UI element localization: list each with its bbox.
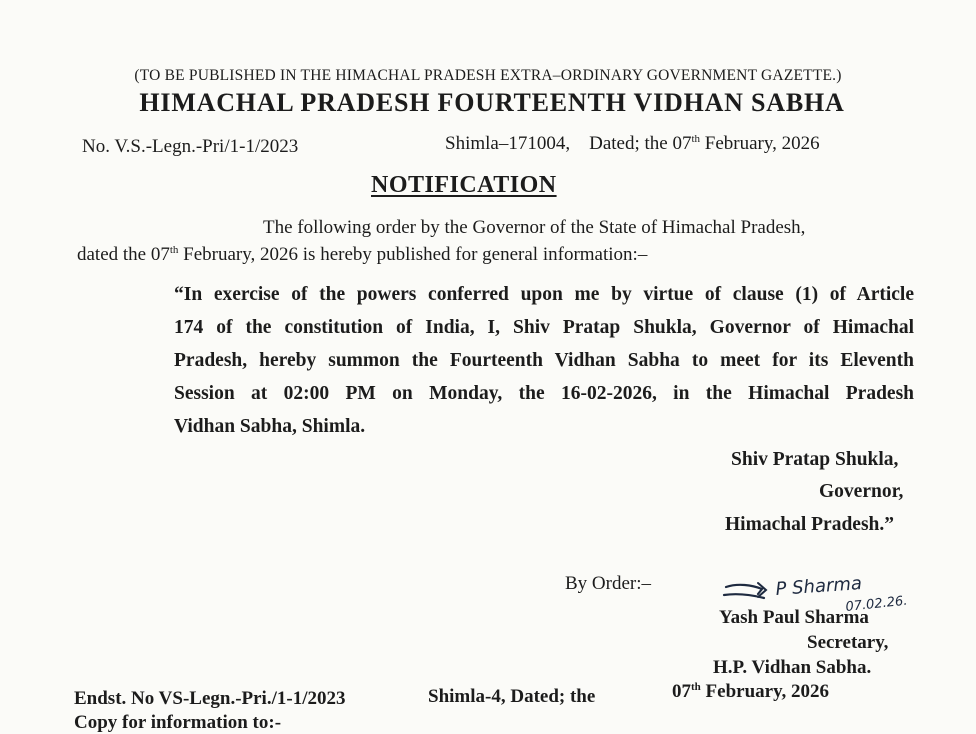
assembly-title: HIMACHAL PRADESH FOURTEENTH VIDHAN SABHA xyxy=(139,88,845,117)
order-line: 174 of the constitution of India, I, Shiv Pratap Shukla, Governor of Himachal xyxy=(174,317,914,338)
by-order-label: By Order:– xyxy=(565,573,652,594)
endorsement-date-sup: th xyxy=(691,681,701,693)
order-line: Vidhan Sabha, Shimla. xyxy=(174,416,366,437)
order-line: Session at 02:00 PM on Monday, the 16-02-2026, in the Himachal Pradesh xyxy=(174,383,914,404)
intro-line-1: The following order by the Governor of the State of Himachal Pradesh, xyxy=(263,217,806,238)
secretary-name: Yash Paul Sharma xyxy=(719,607,869,628)
secretary-title: Secretary, xyxy=(807,632,889,653)
endorsement-date-suffix: February, 2026 xyxy=(700,681,830,702)
signature-date: 07.02.26. xyxy=(844,593,909,615)
reference-number: No. V.S.-Legn.-Pri/1-1/2023 xyxy=(82,136,299,157)
intro-date-prefix: dated the 07 xyxy=(77,244,170,265)
intro-date-suffix: February, 2026 is hereby published for general information:– xyxy=(178,244,648,265)
intro-date-sup: th xyxy=(169,244,179,256)
governor-state: Himachal Pradesh.” xyxy=(725,514,894,535)
intro-line-2 xyxy=(77,244,647,266)
governor-name: Shiv Pratap Shukla, xyxy=(731,449,899,470)
endorsement-date xyxy=(672,681,829,703)
date-sup: th xyxy=(691,133,701,145)
notification-title: NOTIFICATION xyxy=(371,172,557,198)
gazette-publication-note: (TO BE PUBLISHED IN THE HIMACHAL PRADESH EXTRA–ORDINARY GOVERNMENT GAZETTE.) xyxy=(134,67,842,84)
date-suffix: February, 2026 xyxy=(700,133,820,154)
governor-title: Governor, xyxy=(819,481,904,502)
secretary-office: H.P. Vidhan Sabha. xyxy=(713,657,872,678)
governor-order xyxy=(174,278,914,443)
order-line: Pradesh, hereby summon the Fourteenth Vidhan Sabha to meet for its Eleventh xyxy=(174,350,914,371)
place-and-date xyxy=(445,133,820,155)
place: Shimla–171004, xyxy=(445,133,571,154)
signature-name: P Sharma xyxy=(774,573,863,600)
endorsement-date-prefix: 07 xyxy=(672,681,691,702)
endorsement-place: Shimla-4, Dated; the xyxy=(428,686,596,707)
date-prefix: Dated; the 07 xyxy=(589,133,692,154)
endorsement-number: Endst. No VS-Legn.-Pri./1-1/2023 xyxy=(74,688,346,709)
order-line: “In exercise of the powers conferred upon me by virtue of clause (1) of Article xyxy=(174,284,914,305)
copy-for-information: Copy for information to:- xyxy=(74,712,282,733)
